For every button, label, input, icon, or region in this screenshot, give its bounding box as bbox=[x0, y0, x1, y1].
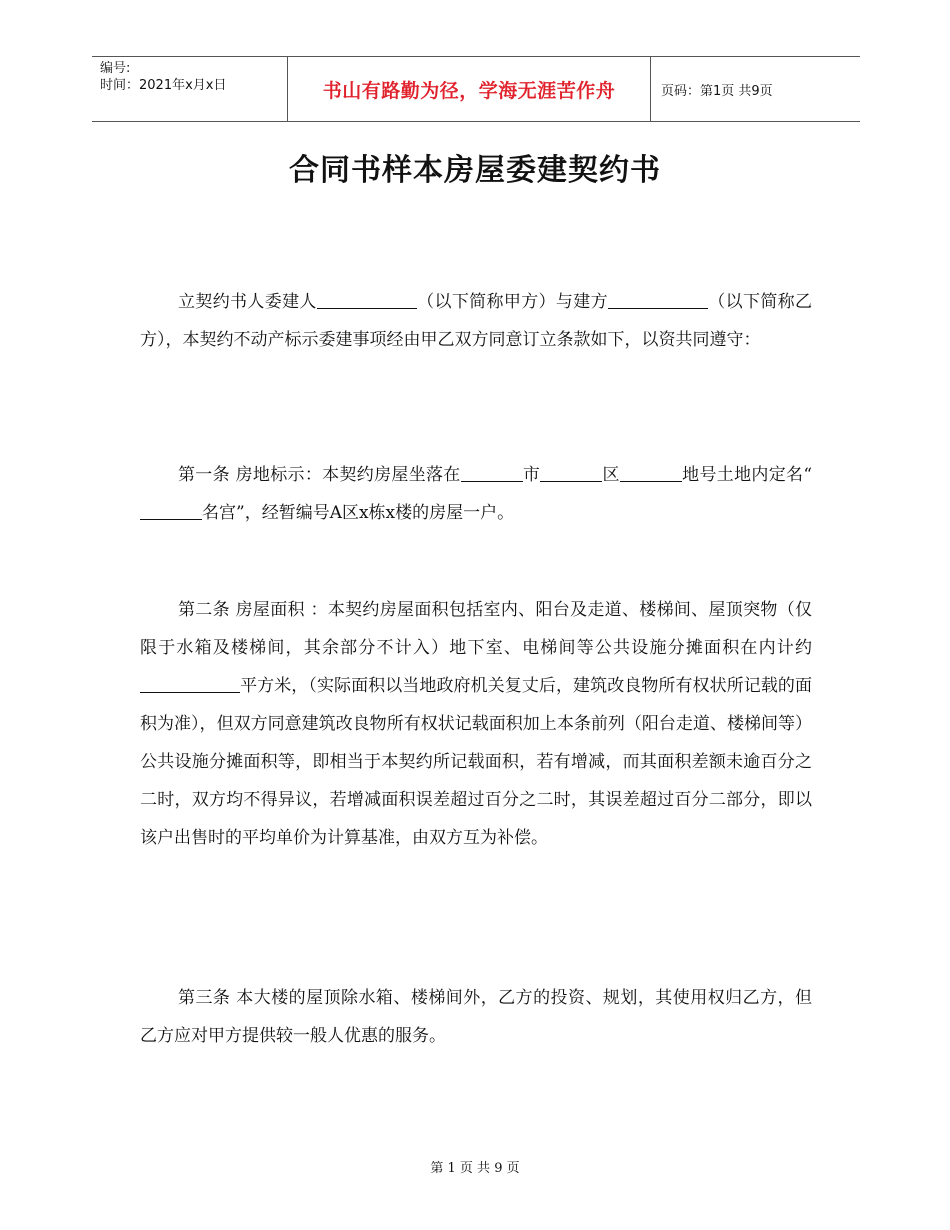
blank-district bbox=[540, 463, 602, 482]
article1-text-1: 第一条 房地标示：本契约房屋坐落在 bbox=[178, 465, 461, 485]
article-1 bbox=[140, 456, 812, 532]
document-date: 时间：2021年x月x日 bbox=[100, 78, 227, 93]
intro-text-1: 立契约书人委建人 bbox=[178, 292, 317, 312]
header-page-info: 页码：第1页 共9页 bbox=[661, 83, 773, 99]
article2-text-1: 第二条 房屋面积 ：本契约房屋面积包括室内、阳台及走道、楼梯间、屋顶突物（仅限于水箱及楼梯间，其余部分不计入）地下室、电梯间等公共设施分摊面积在内计约 bbox=[140, 600, 812, 658]
article1-text-5: 名宫”，经暂编号A区x栋x楼的房屋一户。 bbox=[202, 503, 515, 523]
blank-lot-number bbox=[620, 463, 682, 482]
article1-text-3: 区 bbox=[602, 465, 620, 485]
article3-text: 第三条 本大楼的屋顶除水箱、楼梯间外，乙方的投资、规划，其使用权归乙方，但乙方应对甲方提供较一般人优惠的服务。 bbox=[140, 988, 812, 1046]
blank-builder bbox=[608, 290, 708, 309]
article1-text-4: 地号土地内定名“ bbox=[681, 465, 813, 485]
header-meta bbox=[92, 57, 287, 121]
article-3 bbox=[140, 979, 812, 1055]
article1-text-2: 市 bbox=[522, 465, 541, 485]
article-2 bbox=[140, 591, 812, 857]
intro-paragraph bbox=[140, 283, 812, 359]
page-header bbox=[92, 56, 860, 122]
page-footer: 第 1 页 共 9 页 bbox=[430, 1161, 520, 1176]
document-title: 合同书样本房屋委建契约书 bbox=[289, 153, 661, 188]
intro-text-3: （以下简称乙方），本契约不动产标示委建事项经由甲乙双方同意订立条款如下，以资共同遵守： bbox=[140, 292, 813, 350]
blank-city bbox=[461, 463, 523, 482]
blank-principal bbox=[317, 290, 417, 309]
header-motto: 书山有路勤为径，学海无涯苦作舟 bbox=[287, 57, 651, 121]
intro-text-2: （以下简称甲方）与建方 bbox=[416, 292, 608, 312]
document-number-label: 编号: bbox=[100, 61, 131, 76]
blank-building-name bbox=[140, 501, 202, 520]
article2-text-2: 平方米，（实际面积以当地政府机关复丈后，建筑改良物所有权状所记载的面积为准），但双方同意建筑改良物所有权状记载面积加上本条前列（阳台走道、楼梯间等）公共设施分摊面积等，即相当于本契约所记载面积，若有增减，而其面积差额未逾百分之二时，双方均不得异议，若增减面积误差超过百分之二时，其误差超过百分二部分，即以该户出售时的平均单价为计算基准，由双方互为补偿。 bbox=[140, 676, 812, 848]
blank-area bbox=[140, 674, 240, 693]
